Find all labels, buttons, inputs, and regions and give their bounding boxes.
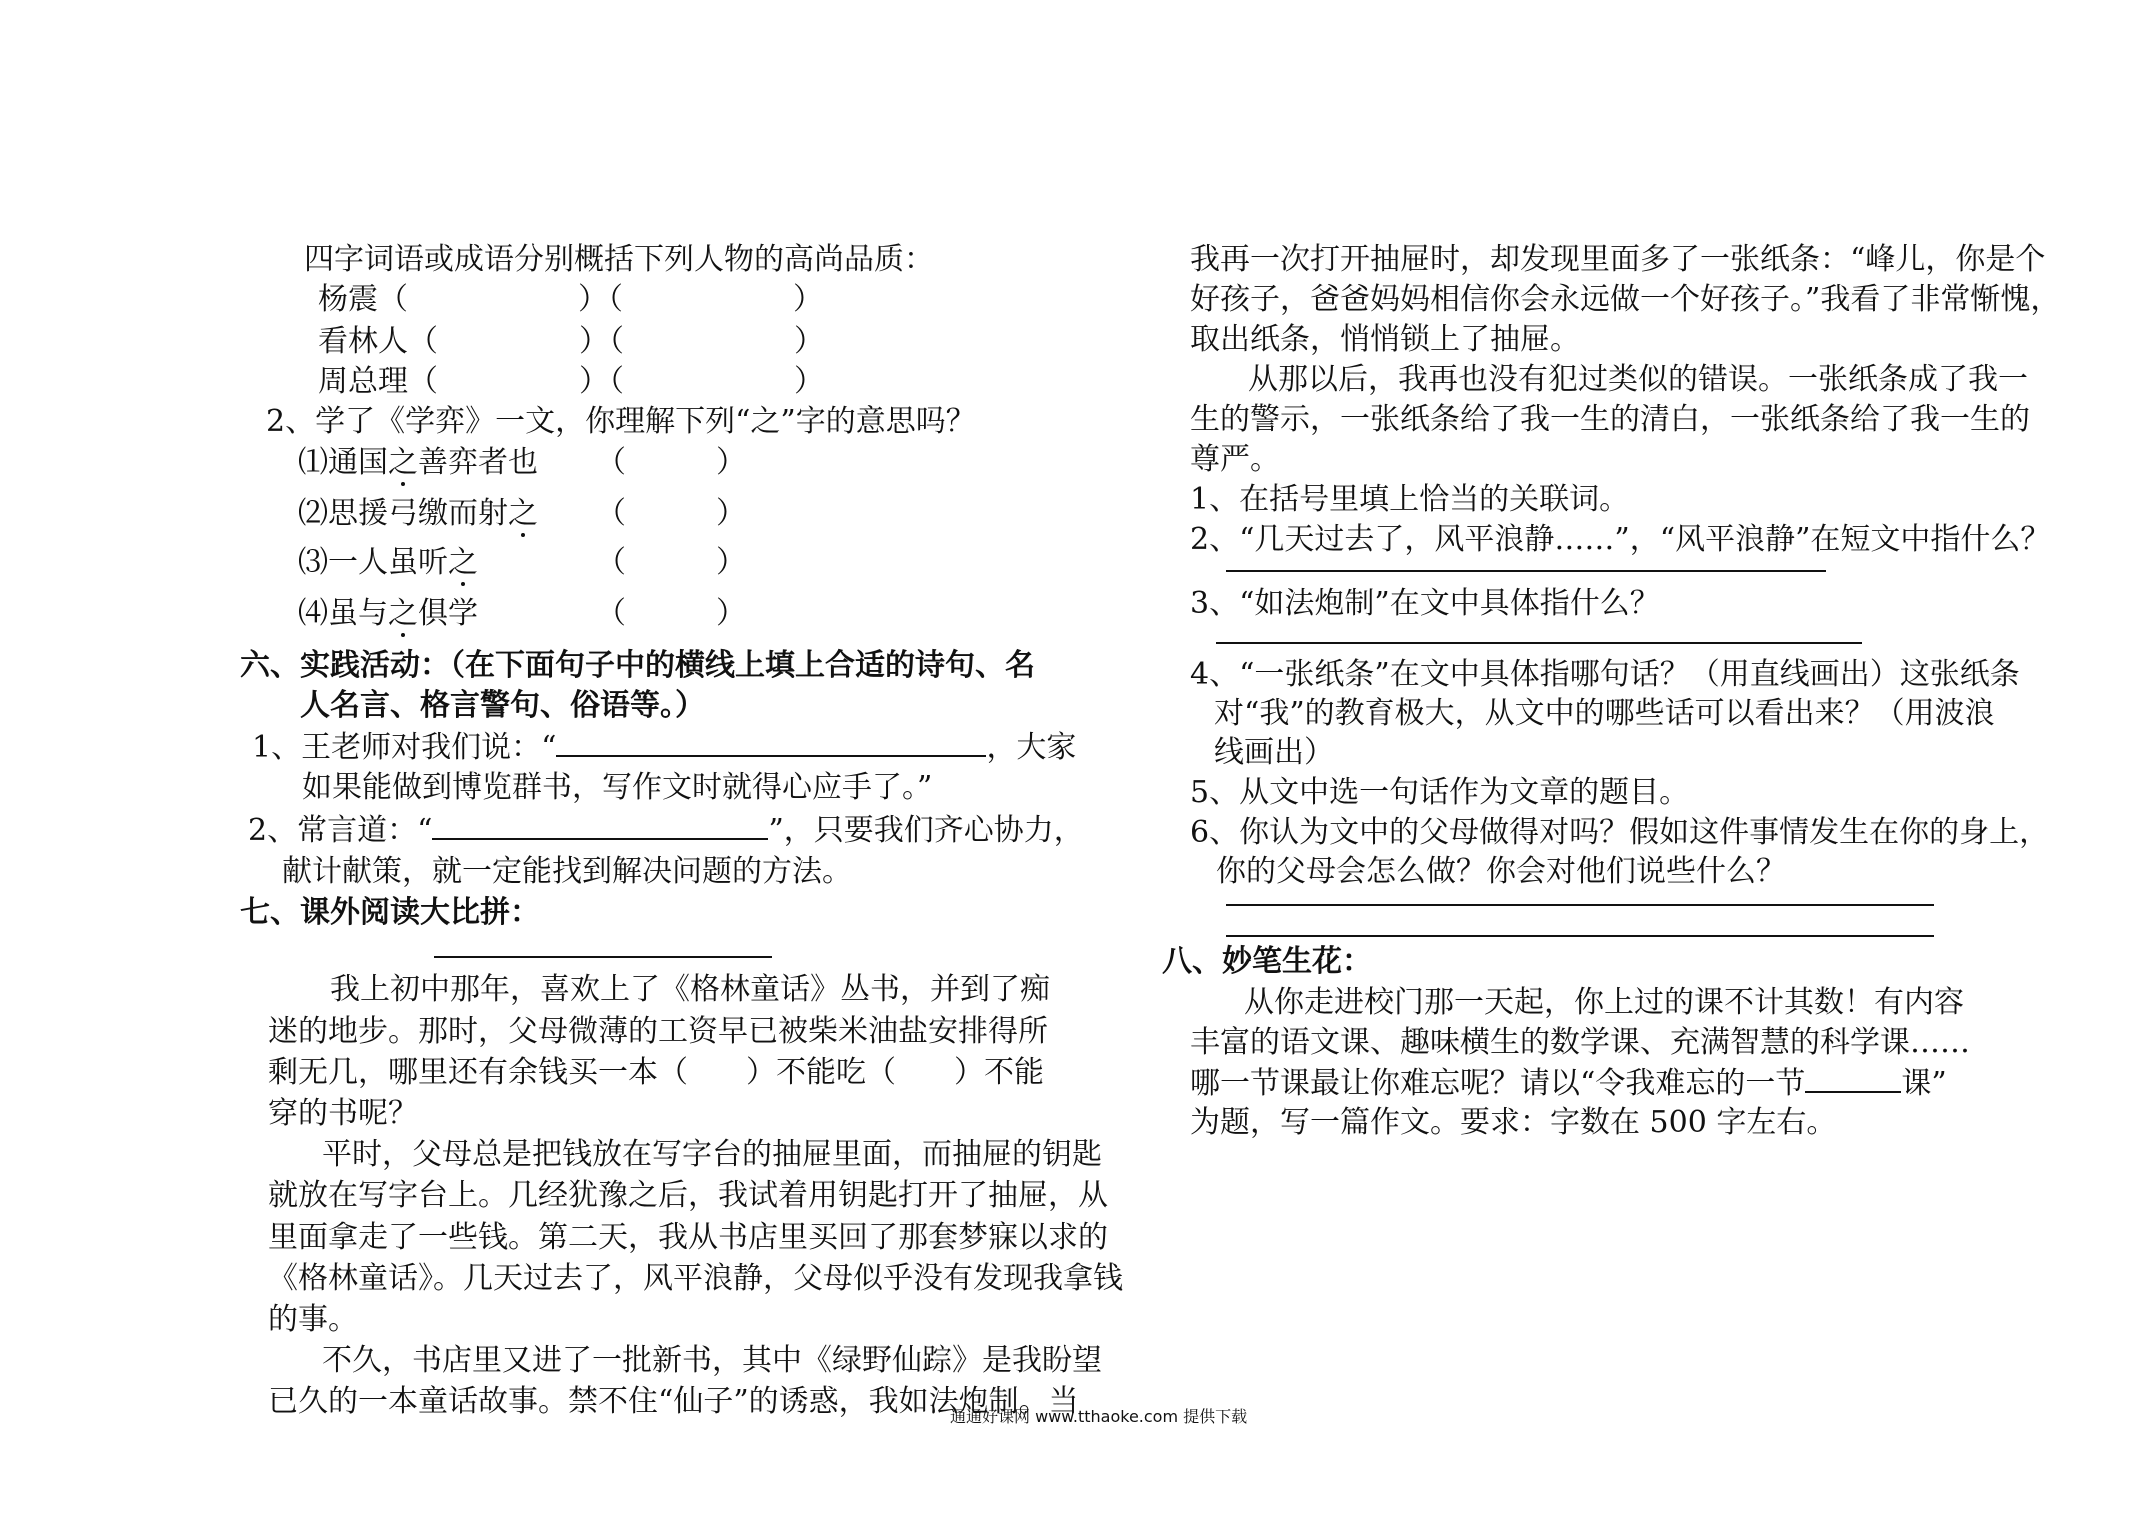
story-line: 剩无几，哪里还有余钱买一本（ ）不能吃（ ）不能	[268, 1055, 1044, 1090]
reading-question: 2、“几天过去了，风平浪静……”，“风平浪静”在短文中指什么？	[1190, 522, 2051, 557]
paren: ）（	[579, 364, 624, 399]
story-line: 我再一次打开抽屉时，却发现里面多了一张纸条：“峰儿，你是个	[1190, 242, 2046, 277]
reading-question: 4、“一张纸条”在文中具体指哪句话？（用直线画出）这张纸条	[1190, 657, 2020, 692]
answer-line[interactable]	[1226, 935, 1934, 937]
practice-2: 2、常言道：“ ”，只要我们齐心协力，	[248, 810, 1084, 851]
reading-question: 5、从文中选一句话作为文章的题目。	[1190, 775, 1690, 810]
story-line: 不久，书店里又进了一批新书，其中《绿野仙踪》是我盼望	[322, 1343, 1102, 1378]
paren: ）（	[579, 324, 624, 359]
footer-credit: 通通好课网 www.tthaoke.com 提供下载	[950, 1407, 1248, 1426]
reading-question: 3、“如法炮制”在文中具体指什么？	[1190, 586, 1660, 621]
zhi-paren: （ ）	[596, 496, 746, 531]
story-line: 取出纸条，悄悄锁上了抽屉。	[1190, 322, 1580, 357]
person-name: 看林人（	[318, 324, 438, 359]
story-line: 迷的地步。那时，父母微薄的工资早已被柴米油盐安排得所	[268, 1014, 1048, 1049]
person-name: 杨震（	[318, 282, 408, 317]
zhi-paren: （ ）	[596, 445, 746, 480]
story-line: 从那以后，我再也没有犯过类似的错误。一张纸条成了我一	[1248, 362, 2028, 397]
section-6-title-cont: 人名言、格言警句、俗语等。）	[300, 688, 705, 723]
practice-1-cont: 如果能做到博览群书，写作文时就得心应手了。”	[302, 770, 933, 805]
zhi-paren: （ ）	[596, 545, 746, 580]
practice-1: 1、王老师对我们说：“ ，大家	[252, 727, 1076, 768]
story-line: 平时，父母总是把钱放在写字台的抽屉里面，而抽屉的钥匙	[322, 1137, 1102, 1172]
story-line: 好孩子，爸爸妈妈相信你会永远做一个好孩子。”我看了非常惭愧，	[1190, 282, 2061, 317]
intro-text: 四字词语或成语分别概括下列人物的高尚品质：	[304, 242, 934, 277]
zhi-item: ⑴通国之善弈者也	[298, 445, 538, 480]
answer-line[interactable]	[1216, 642, 1862, 644]
zhi-paren: （ ）	[596, 596, 746, 631]
story-line: 的事。	[268, 1302, 358, 1337]
story-line: 我上初中那年，喜欢上了《格林童话》丛书，并到了痴	[330, 972, 1050, 1007]
paren: ）	[793, 282, 823, 317]
story-line: 《格林童话》。几天过去了，风平浪静，父母似乎没有发现我拿钱	[268, 1261, 1123, 1296]
question-2: 2、学了《学弈》一文，你理解下列“之”字的意思吗？	[266, 404, 976, 439]
person-row	[318, 322, 824, 362]
person-row	[318, 280, 823, 320]
reading-question-cont: 你的父母会怎么做？你会对他们说些什么？	[1216, 854, 1786, 889]
story-line: 生的警示，一张纸条给了我一生的清白，一张纸条给了我一生的	[1190, 402, 2030, 437]
answer-blank[interactable]	[556, 727, 986, 757]
practice-2-cont: 献计献策，就一定能找到解决问题的方法。	[282, 854, 852, 889]
essay-prompt-line: 哪一节课最让你难忘呢？请以“令我难忘的一节 课”	[1190, 1063, 1947, 1104]
story-line: 里面拿走了一些钱。第二天，我从书店里买回了那套梦寐以求的	[268, 1220, 1108, 1255]
reading-question-cont: 线画出）	[1214, 735, 1334, 770]
person-row	[318, 362, 824, 402]
essay-prompt-line: 从你走进校门那一天起，你上过的课不计其数！有内容	[1244, 985, 1964, 1020]
story-line: 尊严。	[1190, 442, 1280, 477]
paren: ）（	[578, 282, 623, 317]
reading-question: 6、你认为文中的父母做得对吗？假如这件事情发生在你的身上，	[1190, 815, 2050, 850]
story-line: 就放在写字台上。几经犹豫之后，我试着用钥匙打开了抽屉，从	[268, 1178, 1108, 1213]
answer-blank[interactable]	[432, 810, 768, 840]
answer-line[interactable]	[1226, 904, 1934, 906]
person-name: 周总理（	[318, 364, 438, 399]
story-line: 穿的书呢？	[268, 1096, 418, 1131]
paren: ）	[794, 364, 824, 399]
paren: ）	[794, 324, 824, 359]
essay-prompt-line: 为题，写一篇作文。要求：字数在 500 字左右。	[1190, 1105, 1837, 1140]
answer-line[interactable]	[1226, 570, 1826, 572]
section-6-title: 六、实践活动：（在下面句子中的横线上填上合适的诗句、名	[240, 648, 1035, 683]
section-8-title: 八、妙笔生花：	[1162, 944, 1372, 979]
title-blank-line[interactable]	[434, 956, 772, 958]
zhi-item: ⑶一人虽听之	[298, 545, 478, 580]
reading-question-cont: 对“我”的教育极大，从文中的哪些话可以看出来？（用波浪	[1214, 696, 1995, 731]
section-7-title: 七、课外阅读大比拼：	[240, 895, 540, 930]
essay-title-blank[interactable]	[1805, 1063, 1901, 1093]
reading-question: 1、在括号里填上恰当的关联词。	[1190, 482, 1630, 517]
essay-prompt-line: 丰富的语文课、趣味横生的数学课、充满智慧的科学课……	[1190, 1025, 1970, 1060]
story-line: 已久的一本童话故事。禁不住“仙子”的诱惑，我如法炮制。当	[268, 1384, 1079, 1419]
zhi-item: ⑷虽与之俱学	[298, 596, 478, 631]
zhi-item: ⑵思援弓缴而射之	[298, 496, 538, 531]
